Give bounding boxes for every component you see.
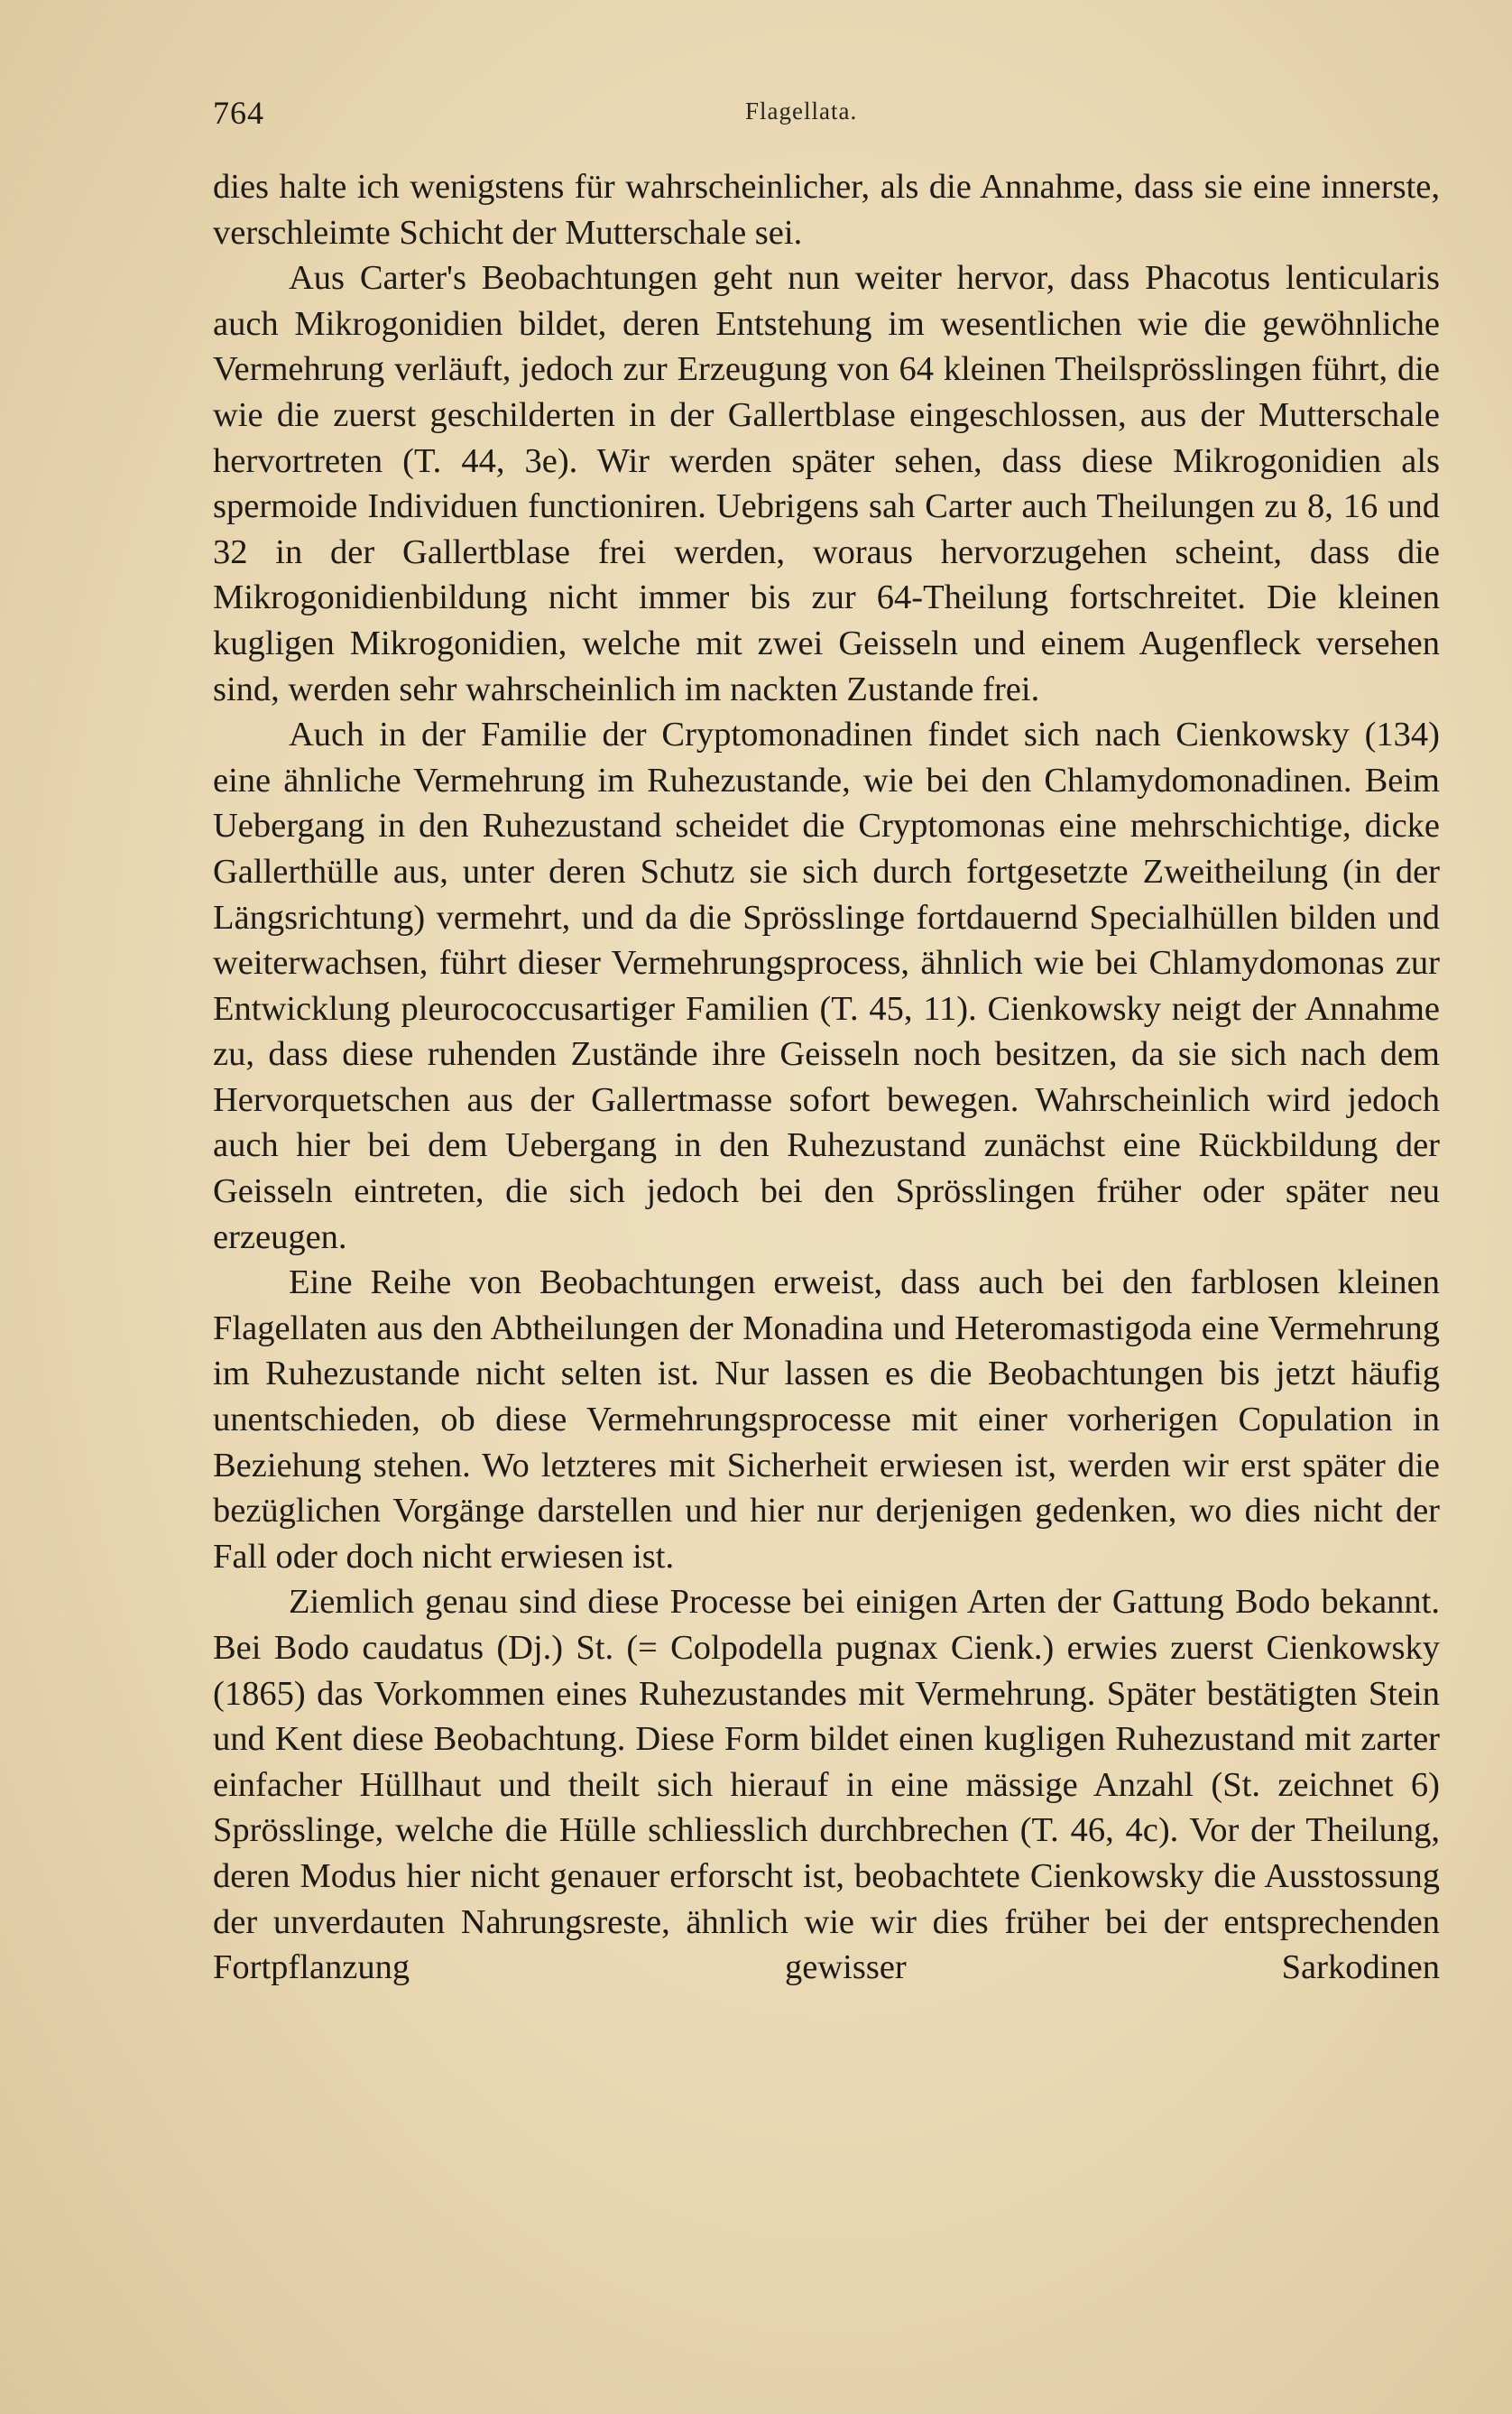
paragraph-5: Ziemlich genau sind diese Processe bei einigen Arten der Gattung Bodo bekannt. Bei Bodo caudatus (Dj.) St. (= Colpodella pugnax Cienk.) erwies zuerst Cienkowsky (1865) das Vorkommen eines Ruhezustandes mit Vermehrung. Später bestätigten Stein und Kent diese Beobachtung. Diese Form bildet einen kugligen Ruhezustand mit zarter einfacher Hüllhaut und theilt sich hierauf in eine mässige Anzahl (St. zeichnet 6) Sprösslinge, welche die Hülle schliesslich durchbrechen (T. 46, 4c). Vor der Theilung, deren Modus hier nicht genauer erforscht ist, beobachtete Cienkowsky die Ausstossung der unverdauten Nahrungsreste, ähnlich wie wir dies früher bei der entsprechenden Fortpflanzung gewisser Sarkodinen	[213, 1583, 1440, 1987]
paragraph-1: dies halte ich wenigstens für wahrscheinlicher, als die Annahme, dass sie eine innerste, verschleimte Schicht der Mutterschale sei.	[213, 168, 1440, 252]
page-header	[213, 94, 1440, 148]
paragraph-4: Eine Reihe von Beobachtungen erweist, dass auch bei den farblosen kleinen Flagellaten aus den Abtheilungen der Monadina und Heteromastigoda eine Vermehrung im Ruhezustande nicht selten ist. Nur lassen es die Beobachtungen bis jetzt häufig unentschieden, ob diese Vermehrungsprocesse mit einer vorherigen Copulation in Beziehung stehen. Wo letzteres mit Sicherheit erwiesen ist, werden wir erst später die bezüglichen Vorgänge darstellen und hier nur derjenigen gedenken, wo dies nicht der Fall oder doch nicht erwiesen ist.	[213, 1263, 1440, 1576]
body-text	[213, 164, 1440, 1991]
paragraph-2: Aus Carter's Beobachtungen geht nun weiter hervor, dass Phacotus lenticularis auch Mikrogonidien bildet, deren Entstehung im wesentlichen wie die gewöhnliche Vermehrung verläuft, jedoch zur Erzeugung von 64 kleinen Theilsprösslingen führt, die wie die zuerst geschilderten in der Gallertblase eingeschlossen, aus der Mutterschale hervortreten (T. 44, 3e). Wir werden später sehen, dass diese Mikrogonidien als spermoide Individuen functioniren. Uebrigens sah Carter auch Theilungen zu 8, 16 und 32 in der Gallertblase frei werden, woraus hervorzugehen scheint, dass die Mikrogonidienbildung nicht immer bis zur 64-Theilung fortschreitet. Die kleinen kugligen Mikrogonidien, welche mit zwei Geisseln und einem Augenfleck versehen sind, werden sehr wahrscheinlich im nackten Zustande frei.	[213, 259, 1440, 708]
page-number: 764	[213, 95, 264, 131]
running-head: Flagellata.	[745, 97, 858, 125]
paragraph-3: Auch in der Familie der Cryptomonadinen findet sich nach Cienkowsky (134) eine ähnliche Vermehrung im Ruhezustande, wie bei den Chlamydomonadinen. Beim Uebergang in den Ruhezustand scheidet die Cryptomonas eine mehrschichtige, dicke Gallerthülle aus, unter deren Schutz sie sich durch fortgesetzte Zweitheilung (in der Längsrichtung) vermehrt, und da die Sprösslinge fortdauernd Specialhüllen bilden und weiterwachsen, führt dieser Vermehrungsprocess, ähnlich wie bei Chlamydomonas zur Entwicklung pleurococcusartiger Familien (T. 45, 11). Cienkowsky neigt der Annahme zu, dass diese ruhenden Zustände ihre Geisseln noch besitzen, da sie sich nach dem Hervorquetschen aus der Gallertmasse sofort bewegen. Wahrscheinlich wird jedoch auch hier bei dem Uebergang in den Ruhezustand zunächst eine Rückbildung der Geisseln eintreten, die sich jedoch bei den Sprösslingen früher oder später neu erzeugen.	[213, 716, 1440, 1256]
